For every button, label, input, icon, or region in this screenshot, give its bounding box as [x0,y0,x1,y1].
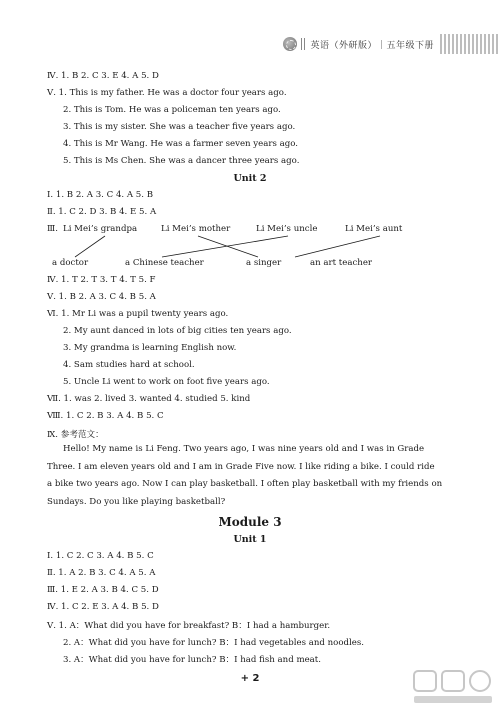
match-job-1: a doctor [52,258,89,268]
module3-unit-1-title: Unit 1 [233,534,267,545]
essay-line-2: Three. I am eleven years old and I am in Grade Five now. I like riding a bike. I could ride [47,461,435,472]
match-job-2: a Chinese teacher [125,258,204,268]
match-person-2: Li Mei’s mother [161,224,231,234]
unit2-line-i: Ⅰ. 1. B 2. A 3. C 4. A 5. B [47,190,154,200]
match-person-3: Li Mei’s uncle [256,224,318,234]
corner-watermark-icon [410,667,496,707]
m3-line-v1: Ⅴ. 1. A：What did you have for breakfast? B：I had a hamburger. [47,621,331,631]
unit2-line-vi2: 2. My aunt danced in lots of big cities ten years ago. [63,326,292,336]
match-line-aunt-art-teacher [295,236,380,257]
unit2-line-vi4: 4. Sam studies hard at school. [63,360,195,370]
unit2-line-vi3: 3. My grandma is learning English now. [63,343,237,353]
unit2-line-vi1: Ⅵ. 1. Mr Li was a pupil twenty years ago. [47,309,229,319]
m3-line-i: Ⅰ. 1. C 2. C 3. A 4. B 5. C [47,551,154,561]
unit2-line-v: Ⅴ. 1. B 2. A 3. C 4. B 5. A [47,292,156,302]
header-title: 英语（外研版）｜五年级下册 [310,40,434,51]
m3-line-v2: 2. A：What did you have for lunch? B：I had vegetables and noodles. [63,638,364,648]
m3-line-ii: Ⅱ. 1. A 2. B 3. C 4. A 5. A [47,568,156,578]
unit2-line-iii-label: Ⅲ. [47,224,59,234]
unit2-line-iv: Ⅳ. 1. T 2. T 3. T 4. T 5. F [47,275,156,285]
m3-line-iii: Ⅲ. 1. E 2. A 3. B 4. C 5. D [47,585,159,595]
unit2-line-vii: Ⅶ. 1. was 2. lived 3. wanted 4. studied 5. kind [47,394,251,404]
answer-line-iv: Ⅳ. 1. B 2. C 3. E 4. A 5. D [47,71,159,81]
match-job-3: a singer [246,258,282,268]
module-3-title: Module 3 [218,515,282,529]
essay-line-1: Hello! My name is Li Feng. Two years ago, I was nine years old and I was in Grade [63,444,425,454]
answer-line-v5: 5. This is Ms Chen. She was a dancer three years ago. [63,156,300,166]
answer-line-v1: Ⅴ. 1. This is my father. He was a doctor four years ago. [47,88,287,98]
unit2-line-viii: Ⅷ. 1. C 2. B 3. A 4. B 5. C [47,411,164,421]
sample-essay [47,441,453,511]
m3-line-iv: Ⅳ. 1. C 2. E 3. A 4. B 5. D [47,602,159,612]
unit2-line-ix: Ⅸ. 参考范文： [47,430,104,440]
answer-line-v4: 4. This is Mr Wang. He was a farmer seven years ago. [63,139,298,149]
match-person-4: Li Mei’s aunt [345,224,403,234]
answer-line-v3: 3. This is my sister. She was a teacher five years ago. [63,122,296,132]
unit2-line-ii: Ⅱ. 1. C 2. D 3. B 4. E 5. A [47,207,157,217]
essay-line-3: a bike two years ago. Now I can play basketball. I often play basketball with my friends on [47,479,443,489]
page-number: + 2 [240,673,260,684]
answer-line-v2: 2. This is Tom. He was a policeman ten years ago. [63,105,281,115]
match-person-1: Li Mei’s grandpa [63,224,138,234]
match-line-uncle-chinese-teacher [162,236,288,257]
essay-line-4: Sundays. Do you like playing basketball? [47,496,226,507]
m3-line-v3: 3. A：What did you have for lunch? B：I had fish and meat. [63,655,321,665]
unit-2-title: Unit 2 [233,173,267,184]
match-line-grandpa-doctor [75,236,105,257]
unit2-line-vi5: 5. Uncle Li went to work on foot five years ago. [63,377,270,387]
match-line-mother-singer [198,236,258,257]
match-job-4: an art teacher [310,258,373,268]
